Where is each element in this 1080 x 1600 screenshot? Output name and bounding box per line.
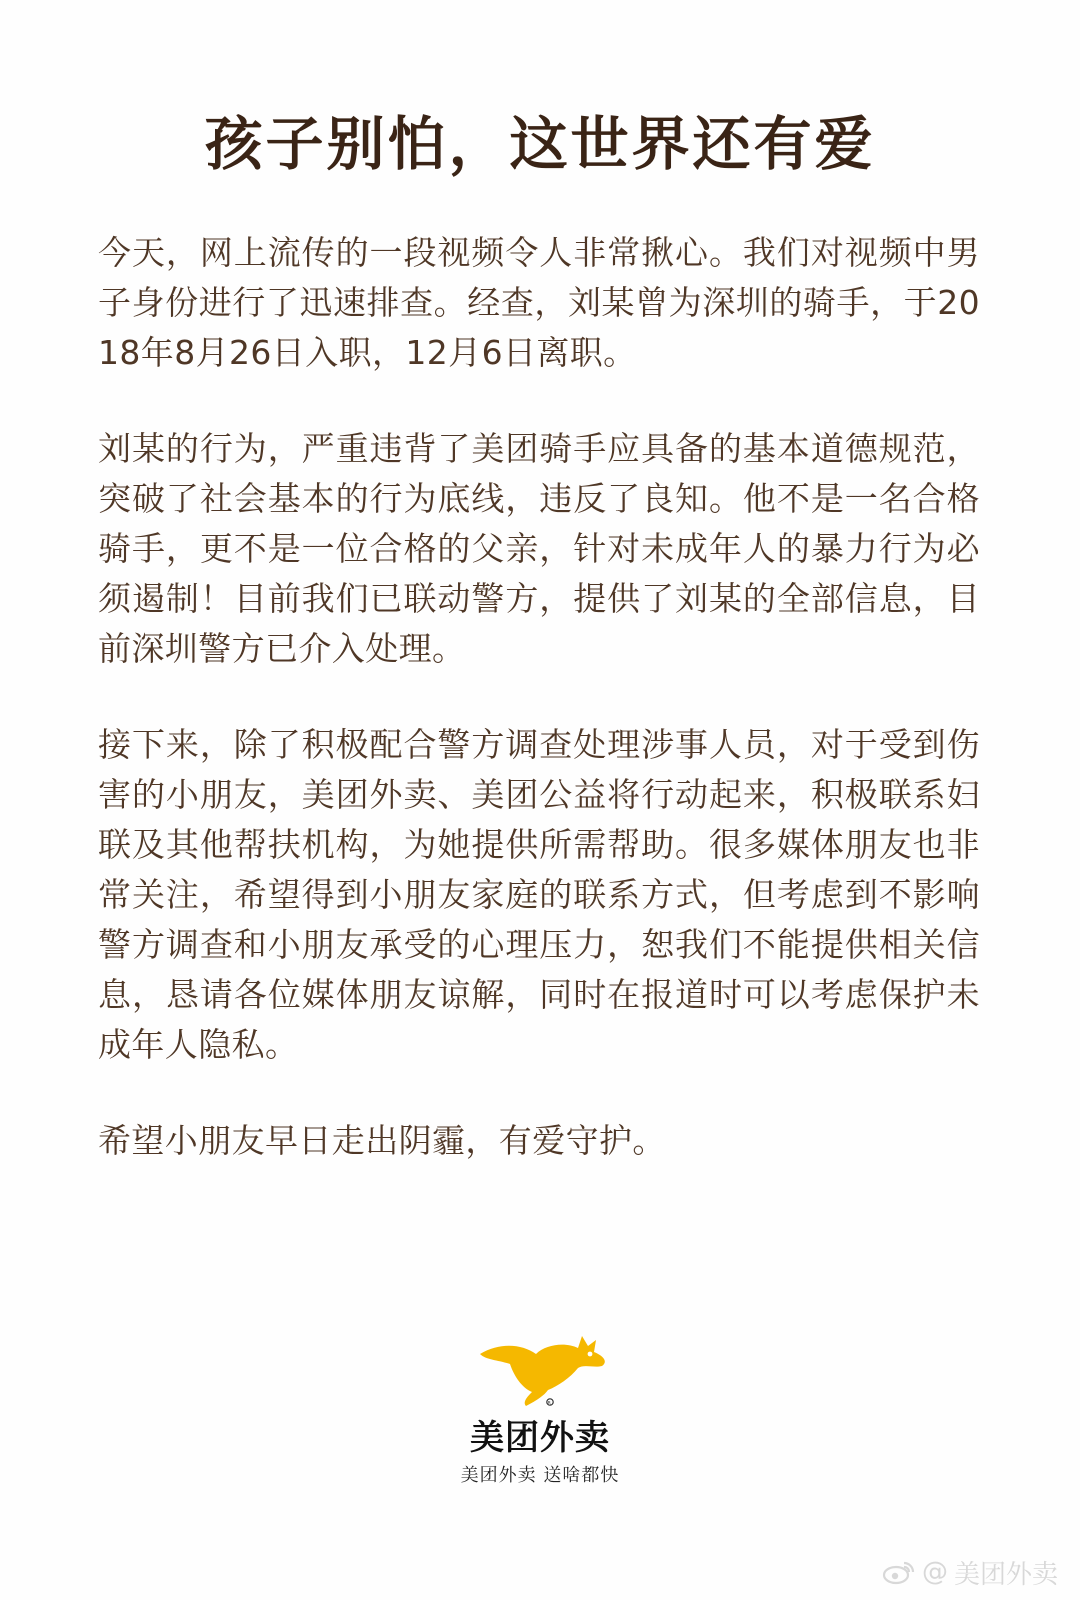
brand-name: 美团外卖 bbox=[470, 1418, 610, 1458]
paragraph-2: 刘某的行为，严重违背了美团骑手应具备的基本道德规范，突破了社会基本的行为底线，违反了良知。他不是一名合格骑手，更不是一位合格的父亲，针对未成年人的暴力行为必须遏制！目前我们已联动警方，提供了刘某的全部信息，目前深圳警方已介入处理。 bbox=[98, 429, 980, 668]
brand-logo bbox=[0, 1320, 1080, 1520]
paragraph-1: 今天，网上流传的一段视频令人非常揪心。我们对视频中男子身份进行了迅速排查。经查，刘某曾为深圳的骑手，于2018年8月26日入职，12月6日离职。 bbox=[98, 233, 980, 372]
kangaroo-icon bbox=[474, 1320, 614, 1412]
paragraph-3: 接下来，除了积极配合警方调查处理涉事人员，对于受到伤害的小朋友，美团外卖、美团公益将行动起来，积极联系妇联及其他帮扶机构，为她提供所需帮助。很多媒体朋友也非常关注，希望得到小朋友家庭的联系方式，但考虑到不影响警方调查和小朋友承受的心理压力，恕我们不能提供相关信息，恳请各位媒体朋友谅解，同时在报道时可以考虑保护未成年人隐私。 bbox=[98, 725, 980, 1064]
weibo-watermark bbox=[882, 1552, 1058, 1592]
document-body bbox=[98, 228, 980, 1166]
paragraph-4: 希望小朋友早日走出阴霾，有爱守护。 bbox=[98, 1121, 666, 1160]
svg-text:R: R bbox=[547, 1401, 551, 1407]
at-sign: @ bbox=[921, 1557, 948, 1587]
brand-slogan: 美团外卖 送啥都快 bbox=[460, 1465, 620, 1486]
watermark-account-name: 美团外卖 bbox=[953, 1559, 1058, 1590]
weibo-icon bbox=[882, 1557, 916, 1587]
page-title: 孩子别怕，这世界还有爱 bbox=[204, 110, 876, 178]
